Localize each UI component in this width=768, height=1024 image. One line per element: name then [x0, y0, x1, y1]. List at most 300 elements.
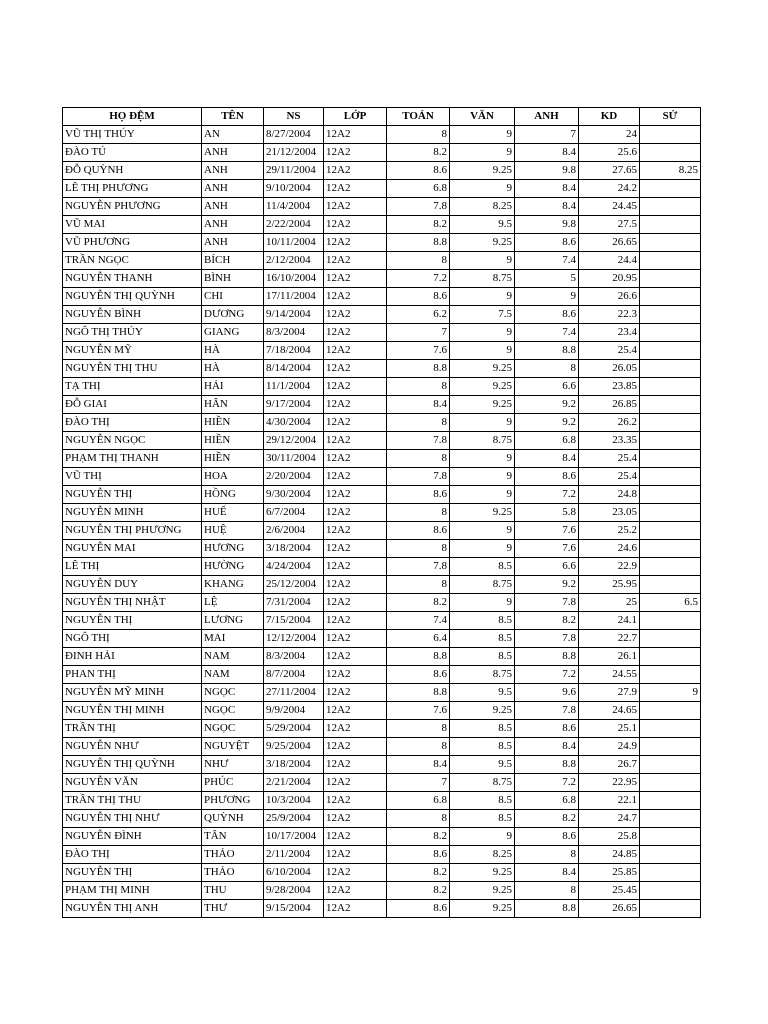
table-row [63, 306, 701, 324]
cell-ho-dem: PHẠM THỊ MINH [63, 882, 202, 900]
cell-toan: 8.2 [387, 216, 450, 234]
cell-van: 8.75 [450, 270, 515, 288]
col-header-kd: KD [579, 108, 640, 126]
cell-ns: 2/12/2004 [264, 252, 324, 270]
table-row [63, 486, 701, 504]
cell-ten: HIỀN [202, 432, 264, 450]
cell-lop: 12A2 [324, 162, 387, 180]
cell-van: 9 [450, 324, 515, 342]
cell-kd: 27.9 [579, 684, 640, 702]
table-row [63, 522, 701, 540]
cell-toan: 8.8 [387, 234, 450, 252]
cell-van: 8.5 [450, 720, 515, 738]
cell-ten: BÌNH [202, 270, 264, 288]
cell-su [640, 792, 701, 810]
cell-su [640, 198, 701, 216]
cell-anh: 8.6 [515, 468, 579, 486]
table-row [63, 684, 701, 702]
cell-su [640, 558, 701, 576]
cell-ten: HUỆ [202, 522, 264, 540]
cell-ns: 8/3/2004 [264, 324, 324, 342]
cell-van: 8.5 [450, 738, 515, 756]
cell-ho-dem: NGUYỄN MỸ MINH [63, 684, 202, 702]
table-row [63, 756, 701, 774]
cell-lop: 12A2 [324, 684, 387, 702]
cell-toan: 8.6 [387, 522, 450, 540]
cell-kd: 25.4 [579, 450, 640, 468]
table-row [63, 288, 701, 306]
cell-ho-dem: NGUYỄN ĐÌNH [63, 828, 202, 846]
cell-ten: DƯƠNG [202, 306, 264, 324]
cell-ten: ANH [202, 198, 264, 216]
cell-ns: 9/25/2004 [264, 738, 324, 756]
cell-ten: PHƯƠNG [202, 792, 264, 810]
cell-kd: 27.65 [579, 162, 640, 180]
cell-ten: ANH [202, 162, 264, 180]
cell-van: 9.25 [450, 504, 515, 522]
cell-toan: 8 [387, 810, 450, 828]
cell-su [640, 270, 701, 288]
cell-ten: ANH [202, 234, 264, 252]
header-row [63, 108, 701, 126]
cell-van: 8.5 [450, 630, 515, 648]
cell-ns: 2/21/2004 [264, 774, 324, 792]
cell-su [640, 576, 701, 594]
cell-lop: 12A2 [324, 810, 387, 828]
cell-ns: 3/18/2004 [264, 540, 324, 558]
cell-kd: 25.8 [579, 828, 640, 846]
cell-ns: 9/17/2004 [264, 396, 324, 414]
table-row [63, 216, 701, 234]
cell-toan: 8.8 [387, 648, 450, 666]
cell-kd: 24.4 [579, 252, 640, 270]
cell-anh: 9 [515, 288, 579, 306]
cell-anh: 7 [515, 126, 579, 144]
table-row [63, 234, 701, 252]
cell-van: 9.25 [450, 702, 515, 720]
cell-toan: 8 [387, 126, 450, 144]
cell-van: 8.25 [450, 846, 515, 864]
cell-ten: THẢO [202, 864, 264, 882]
cell-toan: 8.2 [387, 144, 450, 162]
cell-lop: 12A2 [324, 288, 387, 306]
cell-van: 8.5 [450, 648, 515, 666]
table-row [63, 576, 701, 594]
cell-ho-dem: NGUYỄN VĂN [63, 774, 202, 792]
cell-ns: 9/30/2004 [264, 486, 324, 504]
cell-ho-dem: NGUYỄN THỊ [63, 864, 202, 882]
cell-ho-dem: NGÔ THỊ THÚY [63, 324, 202, 342]
cell-ho-dem: NGUYỄN PHƯƠNG [63, 198, 202, 216]
cell-kd: 24.8 [579, 486, 640, 504]
cell-ten: ANH [202, 180, 264, 198]
cell-lop: 12A2 [324, 882, 387, 900]
col-header-su: SỬ [640, 108, 701, 126]
cell-ten: NAM [202, 648, 264, 666]
table-row [63, 720, 701, 738]
cell-anh: 8.2 [515, 612, 579, 630]
cell-anh: 8.8 [515, 648, 579, 666]
cell-ten: NGỌC [202, 684, 264, 702]
cell-ho-dem: NGUYỄN THỊ [63, 612, 202, 630]
cell-ho-dem: PHAN THỊ [63, 666, 202, 684]
cell-su [640, 504, 701, 522]
table-row [63, 846, 701, 864]
table-row [63, 900, 701, 918]
cell-kd: 26.65 [579, 900, 640, 918]
cell-ten: THẢO [202, 846, 264, 864]
cell-ten: MAI [202, 630, 264, 648]
cell-ho-dem: VŨ PHƯƠNG [63, 234, 202, 252]
cell-ten: ANH [202, 216, 264, 234]
cell-ten: TÂN [202, 828, 264, 846]
cell-anh: 8.6 [515, 828, 579, 846]
cell-ho-dem: NGUYỄN NHƯ [63, 738, 202, 756]
cell-toan: 8.6 [387, 486, 450, 504]
cell-lop: 12A2 [324, 360, 387, 378]
table-row [63, 882, 701, 900]
cell-ten: QUỲNH [202, 810, 264, 828]
cell-van: 9 [450, 486, 515, 504]
cell-van: 9.5 [450, 684, 515, 702]
cell-ten: KHANG [202, 576, 264, 594]
cell-ns: 29/11/2004 [264, 162, 324, 180]
cell-toan: 6.2 [387, 306, 450, 324]
cell-anh: 8.8 [515, 756, 579, 774]
table-row [63, 594, 701, 612]
cell-van: 9.25 [450, 864, 515, 882]
cell-kd: 26.6 [579, 288, 640, 306]
cell-toan: 8.6 [387, 288, 450, 306]
cell-toan: 6.8 [387, 180, 450, 198]
cell-ns: 2/11/2004 [264, 846, 324, 864]
cell-ns: 6/7/2004 [264, 504, 324, 522]
cell-ns: 9/28/2004 [264, 882, 324, 900]
cell-ho-dem: ĐÀO TÚ [63, 144, 202, 162]
cell-van: 9 [450, 180, 515, 198]
cell-su [640, 864, 701, 882]
cell-ten: LƯƠNG [202, 612, 264, 630]
cell-toan: 7.6 [387, 342, 450, 360]
cell-ten: AN [202, 126, 264, 144]
cell-kd: 24.45 [579, 198, 640, 216]
cell-lop: 12A2 [324, 144, 387, 162]
cell-kd: 26.85 [579, 396, 640, 414]
cell-ho-dem: NGUYỄN MAI [63, 540, 202, 558]
cell-lop: 12A2 [324, 648, 387, 666]
cell-van: 8.5 [450, 612, 515, 630]
cell-ho-dem: NGÔ THỊ [63, 630, 202, 648]
cell-toan: 8.4 [387, 756, 450, 774]
cell-kd: 24.6 [579, 540, 640, 558]
cell-ns: 8/7/2004 [264, 666, 324, 684]
cell-lop: 12A2 [324, 486, 387, 504]
cell-lop: 12A2 [324, 792, 387, 810]
cell-ns: 17/11/2004 [264, 288, 324, 306]
cell-kd: 26.7 [579, 756, 640, 774]
cell-lop: 12A2 [324, 504, 387, 522]
cell-su [640, 846, 701, 864]
cell-ns: 10/11/2004 [264, 234, 324, 252]
cell-su [640, 396, 701, 414]
cell-toan: 7.8 [387, 432, 450, 450]
cell-ns: 9/10/2004 [264, 180, 324, 198]
cell-ten: THƯ [202, 900, 264, 918]
cell-ns: 9/14/2004 [264, 306, 324, 324]
cell-anh: 9.2 [515, 576, 579, 594]
cell-ho-dem: NGUYỄN THỊ NHẬT [63, 594, 202, 612]
cell-ho-dem: NGUYỄN THỊ ANH [63, 900, 202, 918]
cell-anh: 6.8 [515, 792, 579, 810]
table-row [63, 378, 701, 396]
table-row [63, 648, 701, 666]
cell-ho-dem: VŨ THỊ THÚY [63, 126, 202, 144]
cell-van: 9 [450, 126, 515, 144]
cell-su [640, 414, 701, 432]
table-row [63, 396, 701, 414]
cell-van: 9.5 [450, 216, 515, 234]
table-row [63, 792, 701, 810]
cell-van: 8.5 [450, 810, 515, 828]
table-row [63, 810, 701, 828]
cell-kd: 22.3 [579, 306, 640, 324]
cell-kd: 24.55 [579, 666, 640, 684]
cell-anh: 9.8 [515, 216, 579, 234]
cell-su [640, 720, 701, 738]
cell-anh: 8.8 [515, 900, 579, 918]
table-row [63, 180, 701, 198]
cell-ho-dem: LÊ THỊ [63, 558, 202, 576]
cell-kd: 25.4 [579, 468, 640, 486]
cell-toan: 7 [387, 324, 450, 342]
cell-van: 9.25 [450, 378, 515, 396]
cell-kd: 22.95 [579, 774, 640, 792]
cell-van: 8.75 [450, 576, 515, 594]
cell-toan: 8 [387, 378, 450, 396]
cell-ho-dem: NGUYỄN THỊ PHƯƠNG [63, 522, 202, 540]
cell-anh: 9.2 [515, 414, 579, 432]
table-row [63, 630, 701, 648]
col-header-anh: ANH [515, 108, 579, 126]
cell-ho-dem: ĐINH HẢI [63, 648, 202, 666]
table-row [63, 144, 701, 162]
cell-su [640, 612, 701, 630]
cell-ns: 12/12/2004 [264, 630, 324, 648]
cell-toan: 8.6 [387, 900, 450, 918]
cell-lop: 12A2 [324, 414, 387, 432]
cell-lop: 12A2 [324, 558, 387, 576]
table-row [63, 450, 701, 468]
table-row [63, 558, 701, 576]
table-row [63, 774, 701, 792]
cell-ns: 11/1/2004 [264, 378, 324, 396]
cell-ten: HOA [202, 468, 264, 486]
cell-ho-dem: LÊ THỊ PHƯƠNG [63, 180, 202, 198]
cell-van: 9.25 [450, 162, 515, 180]
cell-lop: 12A2 [324, 234, 387, 252]
cell-ho-dem: NGUYỄN THANH [63, 270, 202, 288]
cell-ten: NAM [202, 666, 264, 684]
cell-ns: 7/31/2004 [264, 594, 324, 612]
cell-su [640, 900, 701, 918]
cell-ten: HƯỜNG [202, 558, 264, 576]
cell-kd: 23.85 [579, 378, 640, 396]
cell-anh: 6.6 [515, 378, 579, 396]
cell-ten: THU [202, 882, 264, 900]
cell-su [640, 450, 701, 468]
cell-anh: 9.6 [515, 684, 579, 702]
cell-anh: 8.6 [515, 234, 579, 252]
cell-su [640, 342, 701, 360]
cell-van: 8.5 [450, 558, 515, 576]
cell-ho-dem: VŨ THỊ [63, 468, 202, 486]
cell-anh: 7.6 [515, 540, 579, 558]
cell-van: 9.5 [450, 756, 515, 774]
cell-ns: 10/3/2004 [264, 792, 324, 810]
cell-anh: 9.8 [515, 162, 579, 180]
cell-su [640, 810, 701, 828]
cell-lop: 12A2 [324, 342, 387, 360]
cell-kd: 22.7 [579, 630, 640, 648]
cell-toan: 8.8 [387, 360, 450, 378]
cell-kd: 25.4 [579, 342, 640, 360]
cell-ten: GIANG [202, 324, 264, 342]
cell-toan: 8 [387, 414, 450, 432]
cell-anh: 8.4 [515, 198, 579, 216]
cell-su [640, 324, 701, 342]
cell-toan: 6.4 [387, 630, 450, 648]
cell-su [640, 432, 701, 450]
cell-toan: 7 [387, 774, 450, 792]
cell-ns: 30/11/2004 [264, 450, 324, 468]
cell-ten: ANH [202, 144, 264, 162]
cell-kd: 25.85 [579, 864, 640, 882]
cell-lop: 12A2 [324, 126, 387, 144]
cell-kd: 23.4 [579, 324, 640, 342]
cell-kd: 22.9 [579, 558, 640, 576]
cell-toan: 8 [387, 576, 450, 594]
cell-anh: 7.4 [515, 324, 579, 342]
cell-ns: 8/3/2004 [264, 648, 324, 666]
cell-ns: 16/10/2004 [264, 270, 324, 288]
cell-kd: 26.05 [579, 360, 640, 378]
cell-kd: 23.35 [579, 432, 640, 450]
cell-su [640, 630, 701, 648]
table-row [63, 342, 701, 360]
cell-su [640, 288, 701, 306]
cell-anh: 7.4 [515, 252, 579, 270]
table-row [63, 666, 701, 684]
cell-kd: 24.7 [579, 810, 640, 828]
cell-anh: 9.2 [515, 396, 579, 414]
cell-ns: 8/27/2004 [264, 126, 324, 144]
cell-van: 8.5 [450, 792, 515, 810]
cell-ho-dem: TRẦN NGỌC [63, 252, 202, 270]
cell-anh: 7.8 [515, 594, 579, 612]
cell-toan: 8.2 [387, 828, 450, 846]
cell-su [640, 756, 701, 774]
cell-lop: 12A2 [324, 630, 387, 648]
cell-su [640, 702, 701, 720]
cell-toan: 8.2 [387, 864, 450, 882]
cell-anh: 7.8 [515, 702, 579, 720]
cell-anh: 8 [515, 846, 579, 864]
cell-ns: 25/9/2004 [264, 810, 324, 828]
cell-toan: 7.8 [387, 558, 450, 576]
cell-ns: 2/6/2004 [264, 522, 324, 540]
cell-ho-dem: NGUYỄN THỊ MINH [63, 702, 202, 720]
col-header-lop: LỚP [324, 108, 387, 126]
cell-lop: 12A2 [324, 702, 387, 720]
table-row [63, 360, 701, 378]
cell-anh: 8.6 [515, 720, 579, 738]
cell-anh: 8.4 [515, 144, 579, 162]
cell-ns: 10/17/2004 [264, 828, 324, 846]
cell-kd: 24.65 [579, 702, 640, 720]
cell-kd: 25.45 [579, 882, 640, 900]
table-row [63, 864, 701, 882]
cell-kd: 24.9 [579, 738, 640, 756]
cell-kd: 25.2 [579, 522, 640, 540]
cell-lop: 12A2 [324, 612, 387, 630]
cell-toan: 7.2 [387, 270, 450, 288]
cell-ho-dem: NGUYỄN MINH [63, 504, 202, 522]
cell-ns: 27/11/2004 [264, 684, 324, 702]
cell-kd: 27.5 [579, 216, 640, 234]
cell-ho-dem: TRẦN THỊ THU [63, 792, 202, 810]
cell-toan: 8 [387, 504, 450, 522]
cell-su [640, 486, 701, 504]
cell-lop: 12A2 [324, 468, 387, 486]
cell-van: 9 [450, 252, 515, 270]
cell-lop: 12A2 [324, 396, 387, 414]
cell-ten: LỆ [202, 594, 264, 612]
cell-lop: 12A2 [324, 306, 387, 324]
cell-toan: 8.6 [387, 162, 450, 180]
cell-lop: 12A2 [324, 432, 387, 450]
cell-toan: 8 [387, 252, 450, 270]
cell-ho-dem: NGUYỄN THỊ THU [63, 360, 202, 378]
cell-ns: 21/12/2004 [264, 144, 324, 162]
cell-lop: 12A2 [324, 900, 387, 918]
cell-ns: 9/9/2004 [264, 702, 324, 720]
cell-ns: 29/12/2004 [264, 432, 324, 450]
cell-kd: 24.2 [579, 180, 640, 198]
table-row [63, 198, 701, 216]
cell-ho-dem: NGUYỄN THỊ QUỲNH [63, 288, 202, 306]
cell-van: 9 [450, 828, 515, 846]
cell-lop: 12A2 [324, 378, 387, 396]
cell-ns: 25/12/2004 [264, 576, 324, 594]
cell-lop: 12A2 [324, 198, 387, 216]
cell-su: 8.25 [640, 162, 701, 180]
cell-van: 9.25 [450, 360, 515, 378]
cell-van: 8.75 [450, 774, 515, 792]
cell-anh: 8.6 [515, 306, 579, 324]
cell-van: 9 [450, 450, 515, 468]
cell-su [640, 360, 701, 378]
table-row [63, 270, 701, 288]
cell-su [640, 468, 701, 486]
cell-kd: 22.1 [579, 792, 640, 810]
cell-anh: 7.2 [515, 486, 579, 504]
cell-ho-dem: ĐÀO THỊ [63, 414, 202, 432]
cell-anh: 8.4 [515, 450, 579, 468]
cell-ns: 3/18/2004 [264, 756, 324, 774]
table-row [63, 324, 701, 342]
cell-ns: 2/20/2004 [264, 468, 324, 486]
table-row [63, 252, 701, 270]
